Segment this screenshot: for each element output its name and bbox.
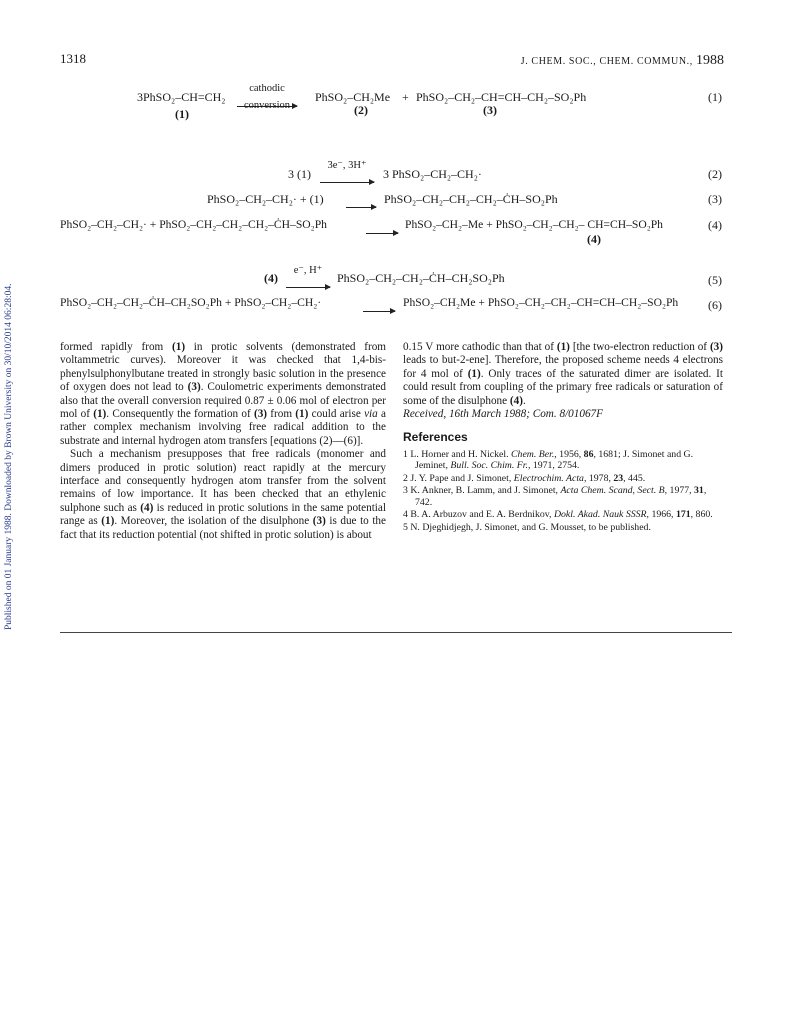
equation-number-2: (2)	[708, 167, 722, 181]
references-heading: References	[403, 430, 468, 445]
equation-number-6: (6)	[708, 298, 722, 312]
reference-item: 3 K. Ankner, B. Lamm, and J. Simonet, Acta Chem. Scand, Sect. B, 1977, 31, 742.	[403, 485, 707, 508]
equation-6-reactant: PhSO₂–CH₂–CH₂–ĊH–CH₂SO₂Ph + PhSO₂–CH₂–CH₂·	[60, 296, 322, 309]
arrow-label-bottom: conversion	[243, 100, 291, 111]
equation-4-product: PhSO₂–CH₂–Me + PhSO₂–CH₂–CH₂– CH=CH–SO₂Ph	[405, 218, 663, 231]
equation-3-reactant: PhSO₂–CH₂–CH₂· + (1)	[207, 192, 324, 206]
journal-name: J. CHEM. SOC., CHEM. COMMUN.,	[520, 56, 693, 67]
left-column	[60, 341, 386, 542]
journal-header	[521, 53, 724, 69]
reference-item: 5 N. Djeghidjegh, J. Simonet, and G. Mousset, to be published.	[403, 521, 651, 533]
compound-label-1: (1)	[175, 107, 189, 121]
equation-2-arrow	[320, 160, 374, 191]
arrow-label-top: 3e⁻, 3H⁺	[327, 160, 367, 171]
equation-6-product: PhSO₂–CH₂Me + PhSO₂–CH₂–CH₂–CH=CH–CH₂–SO₂Ph	[403, 296, 679, 309]
body-paragraph: 0.15 V more cathodic than that of (1) [the two-electron reduction of (3) leads to but-2-ene]. Therefore, the proposed scheme needs 4 electrons for 4 mol of (1). Only traces of the saturated dimer are isolated. It could result from coupling of the primary free radicals or saturation of some of the disulphone (4).	[403, 341, 723, 407]
references-list	[403, 449, 723, 534]
body-paragraph: Such a mechanism presupposes that free radicals (monomer and dimers produced in protic solution) react rapidly at the mercury interface and consequently hydrogen atom transfer from the solvent remains of low importance. It has been checked that an ethylenic sulphone such as (4) is reduced in protic solutions in the same potential range as (1). Moreover, the isolation of the disulphone (3) is due to the fact that its reduction potential (not shifted in protic solution) is about	[60, 448, 386, 541]
page-number: 1318	[60, 51, 86, 66]
reference-item: 2 J. Y. Pape and J. Simonet, Electrochim. Acta, 1978, 23, 445.	[403, 472, 646, 484]
compound-label-2: (2)	[354, 103, 368, 117]
equation-2-product: 3 PhSO₂–CH₂–CH₂·	[383, 167, 482, 181]
equation-1-plus: +	[402, 90, 409, 104]
compound-label-3: (3)	[483, 103, 497, 117]
equation-1-reactant: 3PhSO₂–CH=CH₂	[137, 90, 226, 104]
equation-3-product: PhSO₂–CH₂–CH₂–CH₂–ĊH–SO₂Ph	[384, 192, 558, 206]
arrow-label-top: e⁻, H⁺	[293, 265, 323, 276]
equation-5-product: PhSO₂–CH₂–CH₂–ĊH–CH₂SO₂Ph	[337, 271, 505, 285]
received-date: Received, 16th March 1988; Com. 8/01067F	[403, 408, 603, 421]
reaction-arrow	[366, 233, 398, 234]
journal-year: 1988	[696, 53, 724, 68]
equation-1-product-2: PhSO₂–CH₂–CH=CH–CH₂–SO₂Ph	[416, 90, 587, 104]
equation-1-arrow	[237, 83, 297, 115]
reference-item: 1 L. Horner and H. Nickel. Chem. Ber., 1956, 86, 1681; J. Simonet and G. Jeminet, Bull. Soc. Chim. Fr., 1971, 2754.	[403, 448, 694, 472]
reaction-arrow	[286, 287, 330, 288]
compound-label-4: (4)	[587, 232, 601, 246]
sidebar-note-text: Published on 01 January 1988. Downloaded by Brown University on 30/10/2014 06:28:04.	[4, 283, 14, 630]
equation-2-reactant: 3 (1)	[288, 167, 311, 181]
equation-4-reactant: PhSO₂–CH₂–CH₂· + PhSO₂–CH₂–CH₂–CH₂–ĊH–SO₂Ph	[60, 218, 327, 231]
equation-number-3: (3)	[708, 192, 722, 206]
reference-item: 4 B. A. Arbuzov and E. A. Berdnikov, Dokl. Akad. Nauk SSSR, 1966, 171, 860.	[403, 509, 713, 521]
reaction-arrow	[363, 311, 395, 312]
equation-number-5: (5)	[708, 273, 722, 287]
arrow-label-top: cathodic	[249, 83, 285, 94]
equation-4-arrow	[366, 224, 398, 242]
page-divider	[60, 632, 732, 633]
body-paragraph: formed rapidly from (1) in protic solvents (demonstrated from voltammetric curves). Moreover it was checked that 1,4-bis-phenylsulphonylbutane treated in strongly basic solution in the presence of oxygen does not lead to (3). Coulometric experiments demonstrated also that the overall conversion required 0.87 ± 0.06 mol of electron per mol of (1). Consequently the formation of (3) from (1) could arise via a rather complex mechanism involving free radical addition to the substrate and internal hydrogen atom transfers [equations (2)—(6)].	[60, 341, 386, 447]
equation-1-product-1: PhSO₂–CH₂Me	[315, 90, 391, 104]
equation-6-arrow	[363, 302, 395, 320]
equation-3-arrow	[346, 198, 376, 216]
publication-sidebar-note	[4, 200, 18, 630]
equation-number-1: (1)	[708, 90, 722, 104]
equation-5-reactant: (4)	[264, 271, 278, 285]
right-column	[403, 341, 723, 534]
reaction-arrow	[320, 182, 374, 183]
equation-number-4: (4)	[708, 218, 722, 232]
equation-5-arrow	[286, 265, 330, 296]
reaction-arrow	[346, 207, 376, 208]
